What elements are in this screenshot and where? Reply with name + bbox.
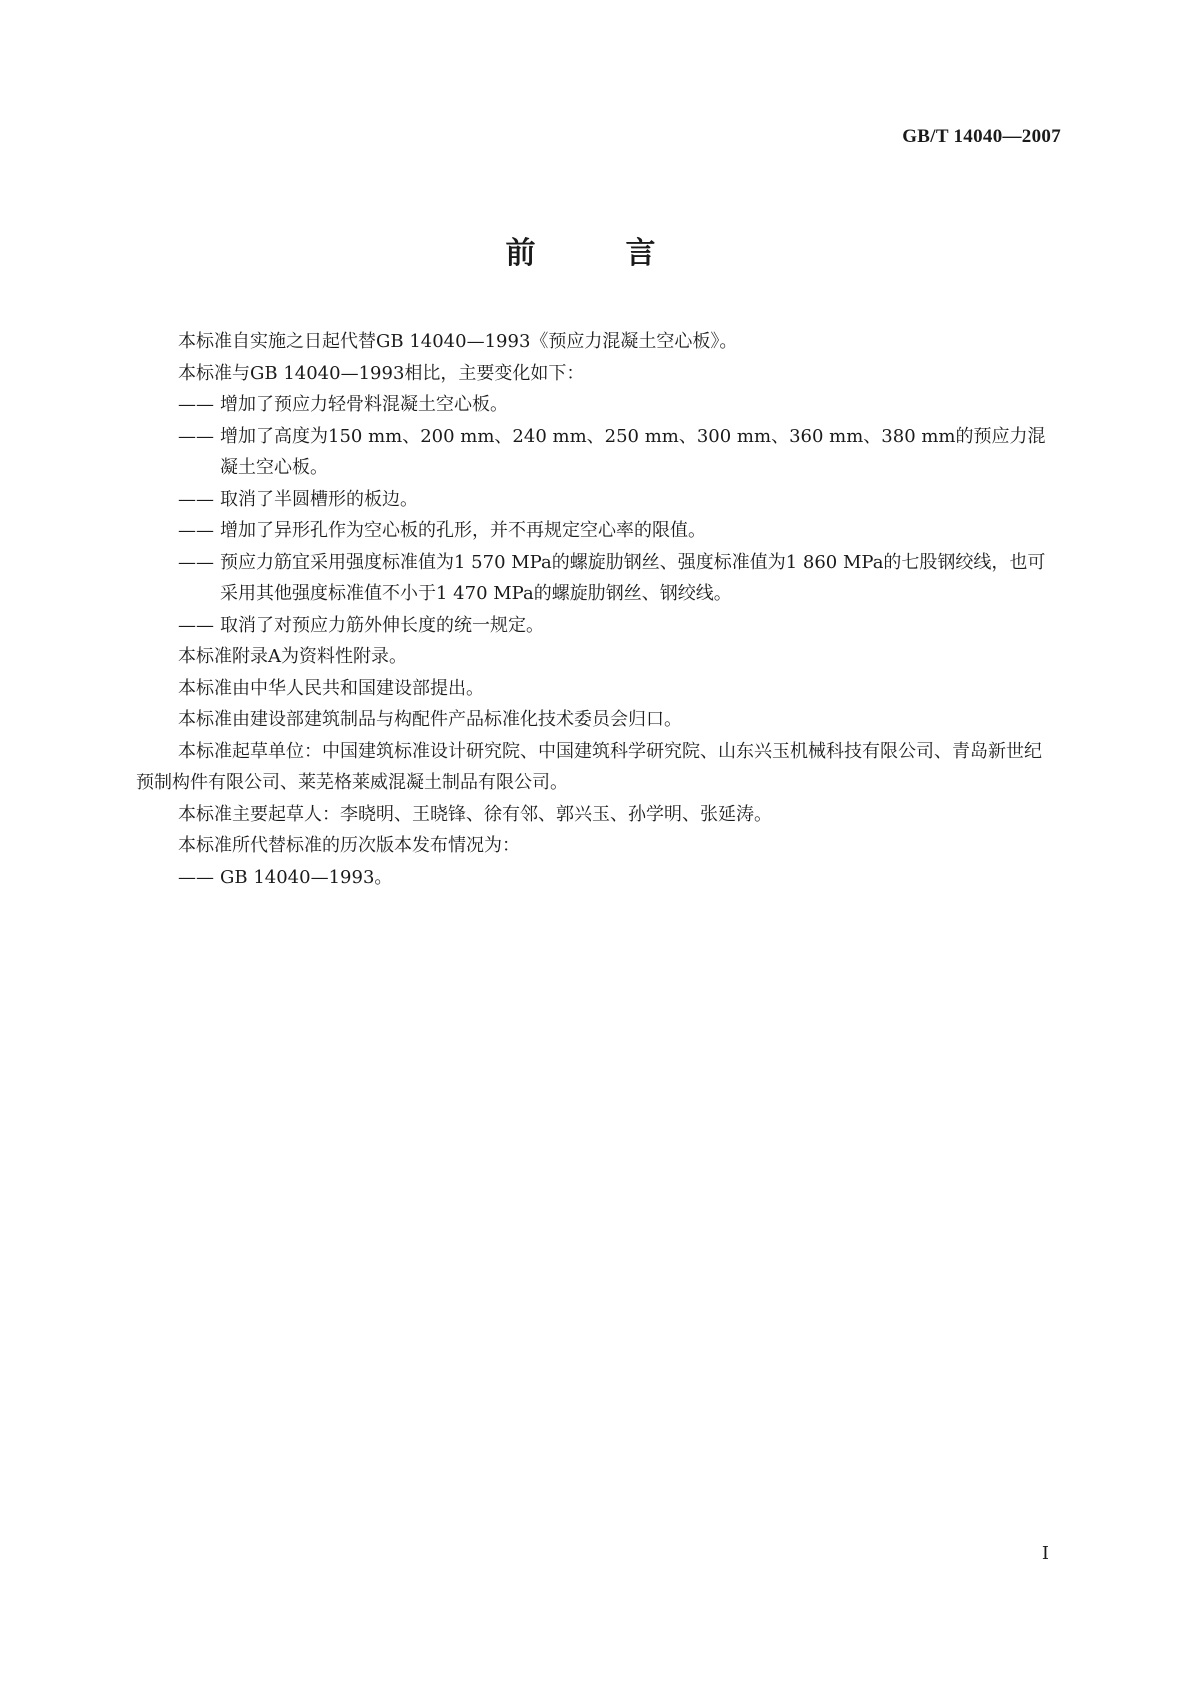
dash-marker: —— (178, 394, 214, 415)
change-item (136, 515, 1056, 547)
change-item (136, 547, 1056, 610)
change-item-text: 增加了异形孔作为空心板的孔形，并不再规定空心率的限值。 (220, 520, 706, 541)
dash-marker: —— (178, 866, 214, 888)
change-item-text: 取消了半圆槽形的板边。 (220, 488, 418, 510)
dash-marker: —— (178, 520, 214, 541)
change-item-text: 增加了预应力轻骨料混凝土空心板。 (220, 394, 508, 415)
page-number: Ⅰ (1041, 1543, 1049, 1563)
dash-marker: —— (178, 614, 214, 636)
change-item-text: 增加了高度为150 mm、200 mm、240 mm、250 mm、300 mm、360 mm、380 mm的预应力混凝土空心板。 (220, 425, 1046, 478)
paragraph-history-intro: 本标准所代替标准的历次版本发布情况为： (178, 835, 520, 856)
standard-code: GB/T 14040—2007 (902, 126, 1061, 147)
change-item (136, 421, 1056, 484)
paragraph-changes-intro: 本标准与GB 14040—1993相比，主要变化如下： (178, 362, 585, 384)
change-item-text: 取消了对预应力筋外伸长度的统一规定。 (220, 614, 544, 636)
dash-marker: —— (178, 551, 214, 573)
page-title: 前 言 (505, 236, 686, 271)
paragraph-drafting-units: 本标准起草单位：中国建筑标准设计研究院、中国建筑科学研究院、山东兴玉机械科技有限公司、青岛新世纪预制构件有限公司、莱芜格莱威混凝土制品有限公司。 (136, 740, 1042, 793)
paragraph-proposer: 本标准由中华人民共和国建设部提出。 (178, 677, 484, 699)
dash-marker: —— (178, 488, 214, 510)
foreword-body (136, 326, 1056, 893)
change-item-text: 预应力筋宜采用强度标准值为1 570 MPa的螺旋肋钢丝、强度标准值为1 860 MPa的七股钢绞线，也可采用其他强度标准值不小于1 470 MPa的螺旋肋钢丝、钢绞线。 (220, 551, 1046, 604)
change-item (136, 484, 1056, 516)
paragraph-committee: 本标准由建设部建筑制品与构配件产品标准化技术委员会归口。 (178, 709, 682, 730)
history-item (136, 862, 1056, 894)
change-item (136, 389, 1056, 421)
dash-marker: —— (178, 425, 214, 447)
history-item-text: GB 14040—1993。 (220, 866, 393, 888)
paragraph-annex: 本标准附录A为资料性附录。 (178, 646, 407, 667)
paragraph-replacement: 本标准自实施之日起代替GB 14040—1993《预应力混凝土空心板》。 (178, 331, 738, 352)
change-item (136, 610, 1056, 642)
paragraph-drafters: 本标准主要起草人：李晓明、王晓锋、徐有邻、郭兴玉、孙学明、张延涛。 (178, 803, 772, 825)
